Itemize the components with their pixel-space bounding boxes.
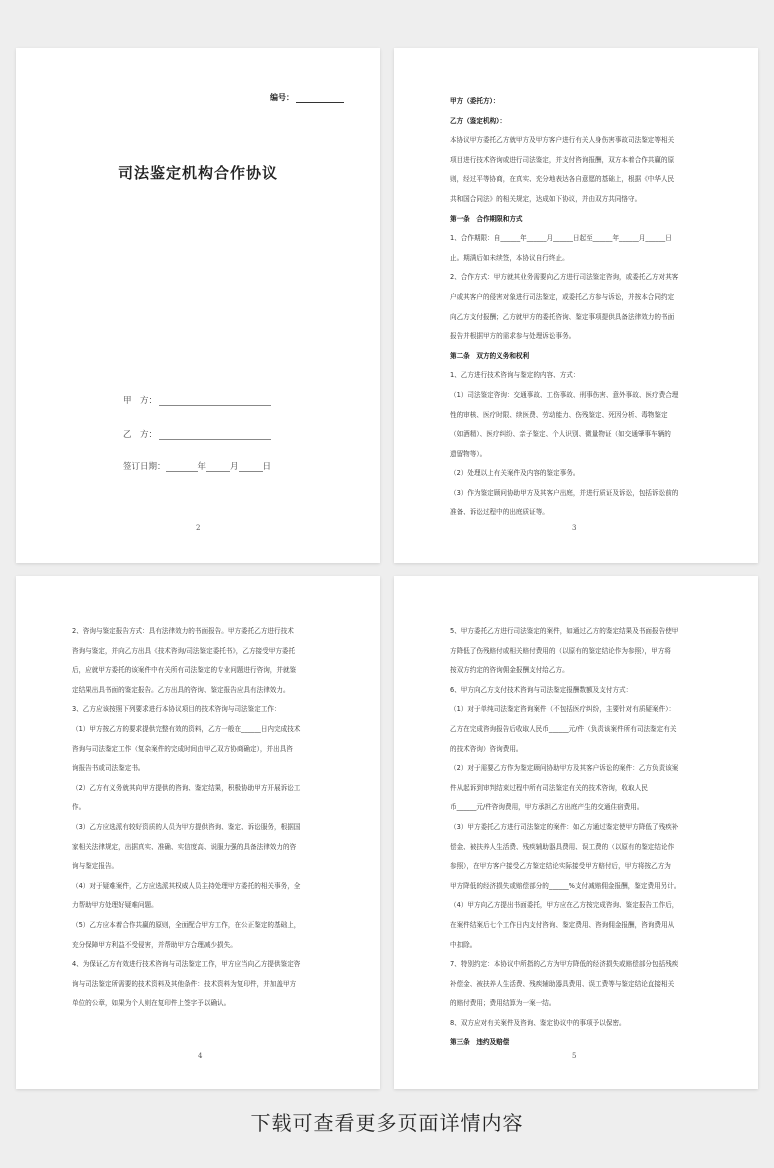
body-line: （1）司法鉴定咨询：交通事故、工伤事故、刑事伤害、意外事故、医疗费合理 <box>450 390 679 399</box>
body-line: 币______元/件咨询费用，甲方承担乙方出庭产生的交通住宿费用。 <box>450 803 644 812</box>
section-heading: 第二条 双方的义务和权利 <box>450 351 530 360</box>
body-line: 方降低了伤残赔付或相关赔付费用的（以原有的鉴定结论作为参照），甲方将 <box>450 646 671 655</box>
body-line: （1）甲方按乙方的要求提供完整有效的资料，乙方一般在______日内完成技术 <box>72 724 301 733</box>
body-line: 6、甲方向乙方支付技术咨询与司法鉴定报酬数额及支付方式： <box>450 685 633 694</box>
body-line: 咨询与鉴定，并向乙方出具《技术咨询/司法鉴定委托书》，乙方接受甲方委托 <box>72 646 296 655</box>
page-3-body-text <box>450 92 704 523</box>
body-line: 的技术咨询）咨询费用。 <box>450 744 523 753</box>
sign-month-blank <box>206 463 230 472</box>
body-line: 5、甲方委托乙方进行司法鉴定的案件，如通过乙方的鉴定结果及书面报告使甲 <box>450 627 679 635</box>
body-line: （2）对于需要乙方作为鉴定顾问协助甲方及其客户诉讼的案件：乙方负责该案 <box>450 764 679 773</box>
party-a-signature-line <box>123 394 271 406</box>
body-line: 中扣除。 <box>450 940 477 949</box>
sign-year-blank <box>166 463 198 472</box>
body-line: 2、合作方式：甲方就其业务需要向乙方进行司法鉴定咨询，或委托乙方对其客 <box>450 273 679 282</box>
body-line: 补偿金、被扶养人生活费、残疾辅助器具费用、误工费等与鉴定结论直接相关 <box>450 979 675 988</box>
body-line: （5）乙方应本着合作共赢的原则，全面配合甲方工作，在公正鉴定的基础上， <box>72 920 301 929</box>
section-heading: 第三条 违约及赔偿 <box>450 1038 510 1047</box>
body-line: 的赔付费用；费用结算为一案一结。 <box>450 999 556 1008</box>
sign-month-label: 月 <box>230 462 239 472</box>
document-page-5 <box>394 576 758 1089</box>
body-line: 乙方在完成咨询报告后收取人民币______元/件（负责该案件所有司法鉴定有关 <box>450 724 677 733</box>
body-line: （3）乙方应选派有较好资质的人员为甲方提供咨询、鉴定、诉讼服务，根据国 <box>72 822 301 831</box>
body-line: 报告并根据甲方的需求参与处理诉讼事务。 <box>450 332 576 341</box>
body-line: 3、乙方应该按照下列要求进行本协议项目的技术咨询与司法鉴定工作： <box>72 705 281 714</box>
serial-number-label: 编号： <box>270 93 294 102</box>
body-line: 准备、诉讼过程中的出庭质证等。 <box>450 508 549 517</box>
party-a-label: 甲 方： <box>123 396 158 406</box>
body-line: 甲方降低的经济损失或赔偿部分的______%支付减赔佣金报酬，鉴定费用另计。 <box>450 881 681 890</box>
page-number: 4 <box>198 1052 203 1060</box>
body-line: （3）作为鉴定顾问协助甲方及其客户出庭，并进行质证及诉讼，包括诉讼前的 <box>450 488 679 497</box>
sign-day-blank <box>239 463 263 472</box>
body-line: 在案件结案后七个工作日内支付咨询、鉴定费用、咨询佣金报酬，咨询费用从 <box>450 920 675 929</box>
body-line: 向乙方支付报酬；乙方就甲方的委托咨询、鉴定事项提供具备法律效力的书面 <box>450 312 675 321</box>
body-line: （3）甲方委托乙方进行司法鉴定的案件：如乙方通过鉴定使甲方降低了残疾补 <box>450 822 679 831</box>
page-number: 5 <box>572 1052 577 1060</box>
body-line: 询与司法鉴定所需要的技术资料及其他条件：技术资料为复印件，并加盖甲方 <box>72 979 297 988</box>
serial-number-field <box>270 92 344 103</box>
body-line: 4、为保证乙方有效进行技术咨询与司法鉴定工作，甲方应当向乙方提供鉴定咨 <box>72 960 301 969</box>
body-line: 则，经过平等协商，在真实、充分地表达各自意愿的基础上，根据《中华人民 <box>450 175 675 184</box>
body-line: 咨询与司法鉴定工作（复杂案件的完成时间由甲乙双方协商确定），并出具咨 <box>72 744 293 753</box>
body-line: 作。 <box>72 803 86 812</box>
body-line: 止。期满后如未续签，本协议自行终止。 <box>450 253 569 262</box>
party-b-signature-line <box>123 428 271 440</box>
page-number: 2 <box>196 524 201 532</box>
section-heading: 乙方（鉴定机构）： <box>450 116 507 125</box>
body-line: 力帮助甲方处理好疑难问题。 <box>72 901 158 910</box>
body-line: （如酒精）、医疗纠纷、亲子鉴定、个人识别、微量物证（如交通肇事车辆的 <box>450 430 671 439</box>
body-line: （2）乙方有义务就其向甲方提供的咨询、鉴定结果，积极协助甲方开展诉讼工 <box>72 783 301 792</box>
body-line: 8、双方应对有关案件及咨询、鉴定协议中的事项予以保密。 <box>450 1018 626 1027</box>
sign-date-label: 签订日期： <box>123 462 166 472</box>
body-line: 按双方约定的咨询佣金报酬支付给乙方。 <box>450 666 569 675</box>
body-line: 充分保障甲方利益不受侵害，并帮助甲方合理减少损失。 <box>72 940 237 949</box>
body-line: 后，应就甲方委托的该案件中有关所有司法鉴定的专业问题进行咨询，并就鉴 <box>72 666 297 675</box>
document-page-4 <box>16 576 380 1089</box>
body-line: 偿金、被扶养人生活费、残疾辅助器具费用、误工费的（以原有的鉴定结论作 <box>450 842 675 851</box>
body-line: 遗留物等）。 <box>450 449 487 458</box>
body-line: 共和国合同法》的相关规定，达成如下协议，并由双方共同恪守。 <box>450 194 642 203</box>
body-line: 本协议甲方委托乙方就甲方及甲方客户进行有关人身伤害事故司法鉴定等相关 <box>450 136 675 145</box>
document-page-3 <box>394 48 758 563</box>
party-b-label: 乙 方： <box>123 430 158 440</box>
body-line: （4）对于疑难案件，乙方应选派其权威人员主持处理甲方委托的相关事务，全 <box>72 881 301 890</box>
body-line: 询与鉴定报告。 <box>72 862 119 871</box>
document-title: 司法鉴定机构合作协议 <box>118 164 279 182</box>
sign-year-label: 年 <box>197 462 207 472</box>
party-a-blank <box>159 397 271 406</box>
body-line: 性的审核、医疗时限、续医费、劳动能力、伤残鉴定、死因分析、毒物鉴定 <box>450 410 668 419</box>
body-line: 1、乙方进行技术咨询与鉴定的内容、方式： <box>450 371 580 380</box>
party-b-blank <box>159 431 271 440</box>
sign-day-label: 日 <box>262 462 272 472</box>
serial-number-blank <box>296 95 344 103</box>
body-line: 件从起诉到审判结束过程中所有司法鉴定有关的技术咨询，收取人民 <box>450 783 648 792</box>
body-line: 家相关法律规定，出据真实、准确、实信度高、说服力强的具备法律效力的咨 <box>72 842 297 851</box>
section-heading: 甲方（委托方）： <box>450 97 500 105</box>
body-line: 7、特别约定：本协议中所指的乙方为甲方降低的经济损失或赔偿部分包括残疾 <box>450 960 679 969</box>
sign-date-line <box>123 460 271 472</box>
body-line: 2、咨询与鉴定报告方式：具有法律效力的书面报告。甲方委托乙方进行技术 <box>72 627 294 635</box>
body-line: 询报告书或司法鉴定书。 <box>72 764 145 773</box>
body-line: 户或其客户的侵害对象进行司法鉴定，或委托乙方参与诉讼，并按本合同约定 <box>450 292 675 301</box>
body-line: （2）处理以上有关案件及内容的鉴定事务。 <box>450 469 580 478</box>
body-line: （1）对于单纯司法鉴定咨询案件（不包括医疗纠纷，主要针对有质疑案件）： <box>450 705 676 714</box>
body-line: 1、合作期限：自______年______月______日起至______年______月______日 <box>450 234 672 243</box>
document-page-2 <box>16 48 380 563</box>
body-line: 单位的公章，如果为个人则在复印件上签字予以确认。 <box>72 999 231 1008</box>
section-heading: 第一条 合作期限和方式 <box>450 214 523 223</box>
body-line: 项目进行技术咨询或进行司法鉴定，并支付咨询报酬，双方本着合作共赢的原 <box>450 155 675 164</box>
body-line: 参照），在甲方客户接受乙方鉴定结论实际接受甲方赔付后，甲方将按乙方为 <box>450 862 671 871</box>
page-4-body-text <box>72 622 326 1014</box>
page-5-body-text <box>450 622 704 1053</box>
download-more-prompt: 下载可查看更多页面详情内容 <box>250 1111 524 1135</box>
body-line: （4）甲方向乙方提出书面委托，甲方应在乙方按完成咨询、鉴定报告工作后， <box>450 901 679 910</box>
body-line: 定结果出具书面的鉴定报告。乙方出具的咨询、鉴定报告应具有法律效力。 <box>72 685 290 694</box>
page-number: 3 <box>572 524 577 532</box>
